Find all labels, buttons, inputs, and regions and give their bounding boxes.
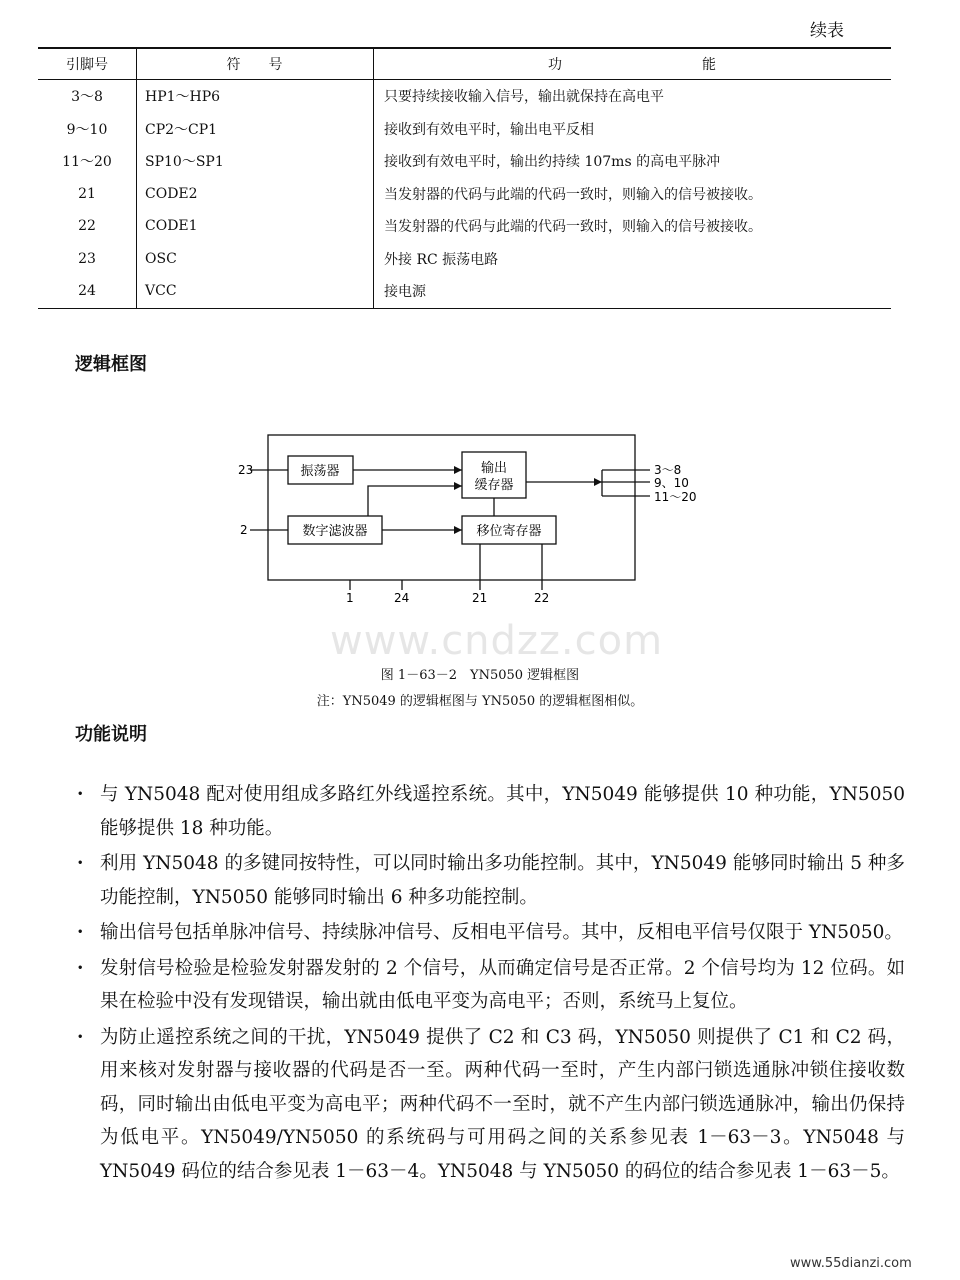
shift-register-label: 移位寄存器 (476, 524, 542, 539)
symbol-cell: CODE1 (137, 210, 374, 243)
chip-outline (268, 435, 635, 580)
pin-cell: 22 (78, 218, 96, 235)
table-row (38, 275, 891, 308)
list-item: · 利用 YN5048 的多键同按特性，可以同时输出多功能控制。其中，YN5049 能够同时输出 5 种多功能控制，YN5050 能够同时输出 6 种多功能控制。 (75, 847, 905, 914)
function-cell: 接收到有效电平时，输出电平反相 (374, 113, 892, 146)
symbol-cell: HP1～HP6 (137, 80, 374, 113)
pin-cell: 24 (38, 275, 137, 308)
figure-caption: 图 1－63－2 YN5050 逻辑框图 (380, 668, 580, 683)
header-symbol: 符 号 (137, 48, 374, 80)
output-buffer-label-1: 输出 (480, 461, 508, 476)
function-cell: 当发射器的代码与此端的代码一致时，则输入的信号被接收。 (374, 178, 892, 211)
table-row (38, 178, 891, 211)
function-description-title: 功能说明 (75, 724, 147, 745)
pin-function-table (38, 47, 891, 309)
table-header-row (38, 48, 891, 80)
table-row (38, 210, 891, 243)
continued-label: 续表 (810, 21, 844, 41)
symbol-cell: VCC (137, 275, 374, 308)
list-item: · 与 YN5048 配对使用组成多路红外线遥控系统。其中，YN5049 能够提供 10 种功能，YN5050 能够提供 18 种功能。 (75, 778, 905, 845)
pin-label-1: 1 (346, 591, 354, 605)
logic-block-diagram (230, 430, 730, 610)
pin-label-9-10: 9、10 (654, 476, 689, 490)
pin-label-2: 2 (240, 523, 248, 537)
list-item: · 发射信号检验是检验发射器发射的 2 个信号，从而确定信号是否正常。2 个信号均为 12 位码。如果在检验中没有发现错误，输出就由低电平变为高电平；否则，系统马上复位。 (75, 952, 905, 1019)
logic-diagram-title: 逻辑框图 (75, 354, 147, 375)
list-item: · 为防止遥控系统之间的干扰，YN5049 提供了 C2 和 C3 码，YN5050 则提供了 C1 和 C2 码，用来核对发射器与接收器的代码是否一至。两种代码一至时，产生内部闩锁选通脉冲锁住接收数码，同时输出由低电平变为高电平；两种代码不一至时，就不产生内部闩锁选通脉冲，输出仍保持为低电平。YN5049/YN5050 的系统码与可用码之间的关系参见表 1－63－3。YN5048 与 YN5049 码位的结合参见表 1－63－4。YN5048 与 YN5050 的码位的结合参见表 1－63－5。 (75, 1021, 905, 1189)
pin-cell: 9～10 (66, 121, 108, 138)
pin-label-11-20: 11～20 (654, 490, 697, 504)
symbol-cell: CP2～CP1 (137, 113, 374, 146)
symbol-cell: OSC (137, 243, 374, 276)
symbol-cell: CODE2 (137, 178, 374, 211)
output-buffer-label-2: 缓存器 (474, 478, 514, 493)
watermark: www.cndzz.com (330, 618, 664, 664)
function-bullet-list (75, 778, 905, 1190)
oscillator-label: 振荡器 (300, 464, 340, 479)
figure-note: 注：YN5049 的逻辑框图与 YN5050 的逻辑框图相似。 (316, 694, 644, 709)
pin-cell: 21 (78, 185, 96, 202)
digital-filter-label: 数字滤波器 (302, 524, 368, 539)
function-cell: 接电源 (374, 275, 892, 308)
pin-label-22: 22 (534, 591, 550, 605)
pin-cell: 3～8 (71, 89, 103, 106)
function-cell: 接收到有效电平时，输出约持续 107ms 的高电平脉冲 (374, 145, 892, 178)
footer-url: www.55dianzi.com (790, 1256, 912, 1271)
pin-label-21: 21 (472, 591, 488, 605)
header-function: 功 能 (374, 48, 892, 80)
function-cell: 只要持续接收输入信号，输出就保持在高电平 (374, 80, 892, 113)
pin-label-3-8: 3～8 (654, 463, 682, 477)
table-row (38, 80, 891, 113)
table-row (38, 113, 891, 146)
table-row (38, 243, 891, 276)
pin-label-23: 23 (238, 463, 254, 477)
pin-cell: 11～20 (62, 154, 112, 171)
symbol-cell: SP10～SP1 (137, 145, 374, 178)
table-row (38, 145, 891, 178)
pin-cell: 23 (78, 250, 96, 267)
function-cell: 当发射器的代码与此端的代码一致时，则输入的信号被接收。 (374, 210, 892, 243)
list-item: · 输出信号包括单脉冲信号、持续脉冲信号、反相电平信号。其中，反相电平信号仅限于 YN5050。 (75, 916, 905, 950)
function-cell: 外接 RC 振荡电路 (374, 243, 892, 276)
pin-label-24: 24 (394, 591, 410, 605)
header-pin: 引脚号 (38, 48, 137, 80)
